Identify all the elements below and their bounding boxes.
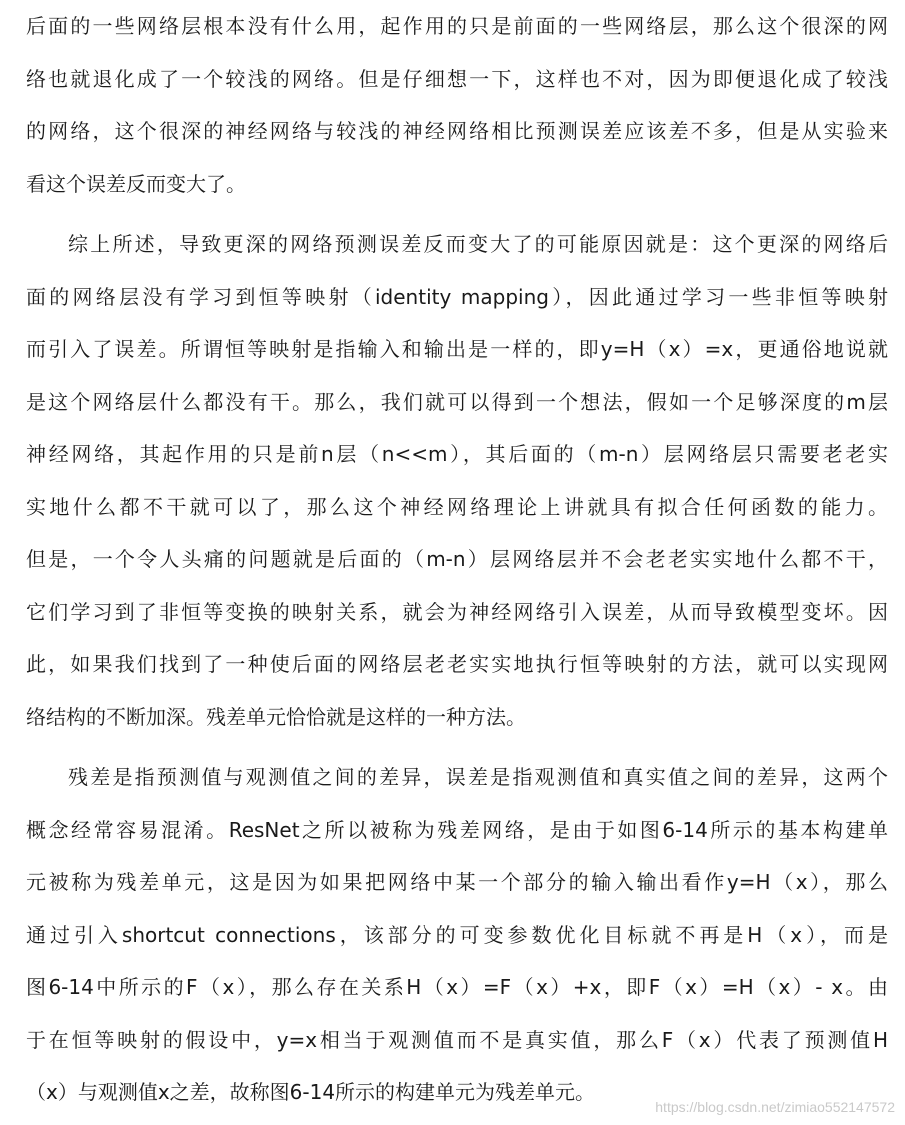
text-line: 于在恒等映射的假设中，y=x相当于观测值而不是真实值，那么F（x）代表了预测值H <box>26 1027 888 1052</box>
article-body <box>26 0 888 1119</box>
text-line: 元被称为残差单元，这是因为如果把网络中某一个部分的输入输出看作y=H（x），那么 <box>26 870 888 894</box>
text-line: 图6-14中所示的F（x），那么存在关系H（x）=F（x）+x，即F（x）=H（x）- x。由 <box>26 975 888 999</box>
text-line: 的网络，这个很深的神经网络与较浅的神经网络相比预测误差应该差不多，但是从实验来 <box>26 119 888 143</box>
text-line: 神经网络，其起作用的只是前n层（n<<m），其后面的（m-n）层网络层只需要老老实 <box>26 442 888 466</box>
text-line: 但是，一个令人头痛的问题就是后面的（m-n）层网络层并不会老老实实地什么都不干， <box>26 547 888 571</box>
text-line: 络也就退化成了一个较浅的网络。但是仔细想一下，这样也不对，因为即便退化成了较浅 <box>26 66 888 91</box>
text-line: 实地什么都不干就可以了，那么这个神经网络理论上讲就具有拟合任何函数的能力。 <box>26 494 888 519</box>
text-line: 此，如果我们找到了一种使后面的网络层老老实实地执行恒等映射的方法，就可以实现网 <box>26 652 888 676</box>
text-line: 残差是指预测值与观测值之间的差异，误差是指观测值和真实值之间的差异，这两个 <box>68 765 888 789</box>
text-line: 它们学习到了非恒等变换的映射关系，就会为神经网络引入误差，从而导致模型变坏。因 <box>26 599 888 624</box>
paragraph-gap <box>26 210 888 218</box>
paragraph <box>26 0 888 210</box>
text-line: 概念经常容易混淆。ResNet之所以被称为残差网络，是由于如图6-14所示的基本构建单 <box>26 817 888 842</box>
paragraph <box>26 751 888 1119</box>
text-line: （x）与观测值x之差，故称图6-14所示的构建单元为残差单元。 <box>26 1080 596 1104</box>
text-line: 而引入了误差。所谓恒等映射是指输入和输出是一样的，即y=H（x）=x，更通俗地说就 <box>26 337 888 361</box>
text-line: 是这个网络层什么都没有干。那么，我们就可以得到一个想法，假如一个足够深度的m层 <box>26 389 888 414</box>
text-line: 面的网络层没有学习到恒等映射（identity mapping），因此通过学习一些非恒等映射 <box>26 284 888 309</box>
text-line: 络结构的不断加深。残差单元恰恰就是这样的一种方法。 <box>26 704 526 729</box>
text-line: 综上所述，导致更深的网络预测误差反而变大了的可能原因就是：这个更深的网络后 <box>68 232 888 256</box>
text-line: 后面的一些网络层根本没有什么用，起作用的只是前面的一些网络层，那么这个很深的网 <box>26 14 888 38</box>
paragraph <box>26 218 888 743</box>
text-line: 通过引入shortcut connections，该部分的可变参数优化目标就不再是H（x），而是 <box>26 922 888 947</box>
watermark: https://blog.csdn.net/zimiao552147572 <box>655 1099 895 1115</box>
text-line: 看这个误差反而变大了。 <box>26 171 246 196</box>
paragraph-gap <box>26 743 888 751</box>
